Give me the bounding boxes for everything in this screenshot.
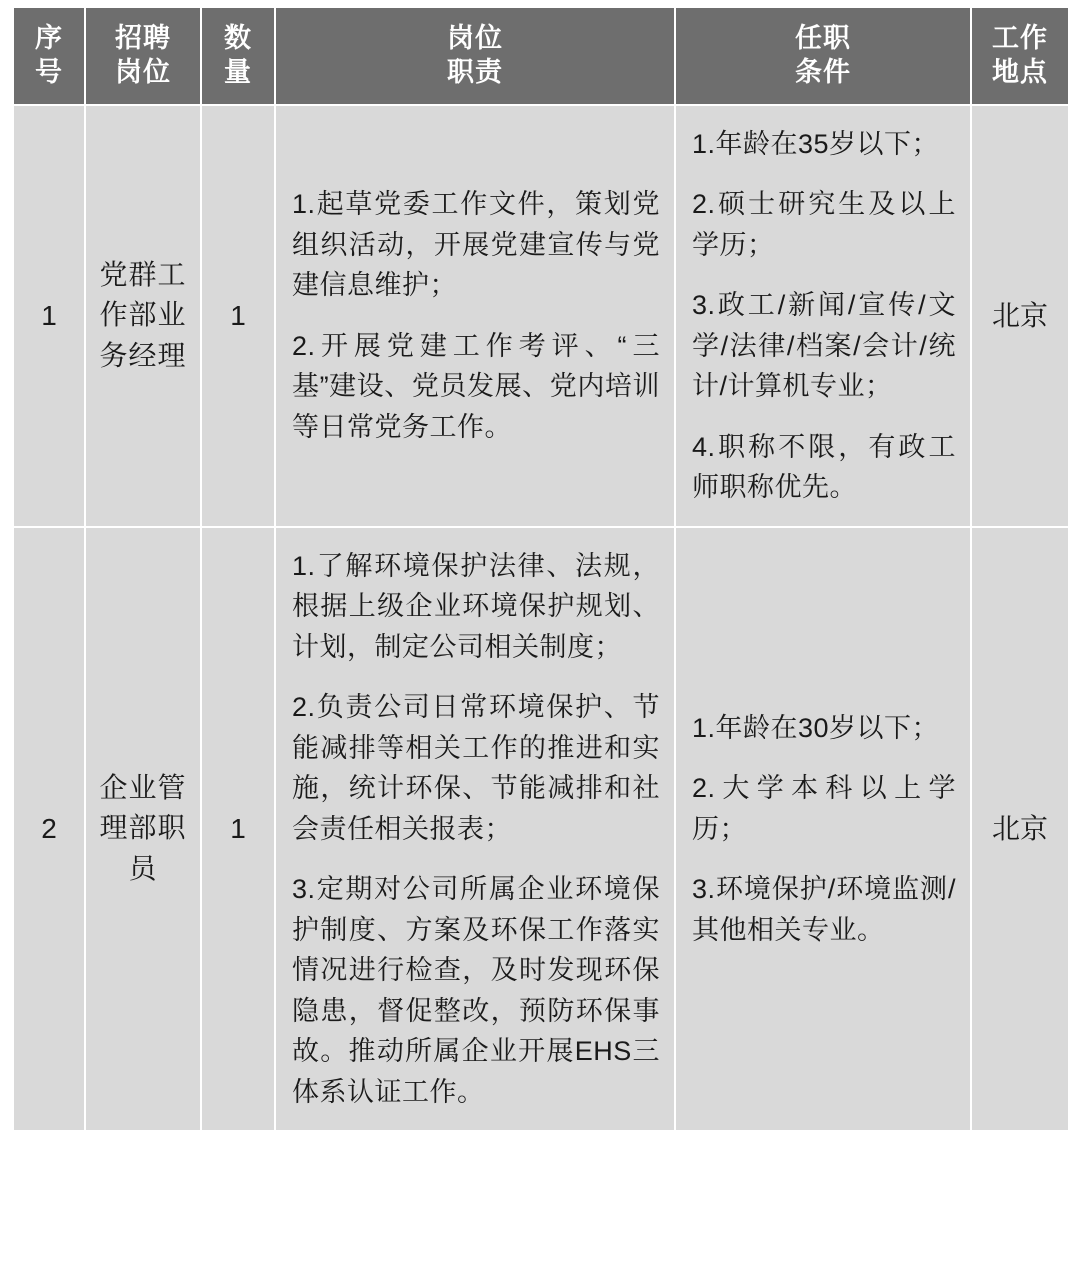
- cell-duties: [275, 527, 675, 1132]
- cell-location: 北京: [971, 527, 1069, 1132]
- header-requirements: [675, 7, 971, 105]
- cell-position: 党群工作部业务经理: [85, 105, 201, 527]
- requirement-paragraph: 3.环境保护/环境监测/其他相关专业。: [692, 874, 956, 945]
- header-position: [85, 7, 201, 105]
- cell-requirements: [675, 527, 971, 1132]
- table-body: [13, 105, 1069, 1132]
- requirement-paragraph: 3.政工/新闻/宣传/文学/法律/档案/会计/统计/计算机专业；: [692, 290, 956, 401]
- header-location-line-1: 工作: [992, 23, 1048, 53]
- header-seq-line-1: 序: [35, 23, 63, 53]
- cell-seq: 2: [13, 527, 85, 1132]
- requirement-paragraph: 4.职称不限，有政工师职称优先。: [692, 431, 956, 502]
- header-count: [201, 7, 275, 105]
- header-duties: [275, 7, 675, 105]
- table-row: [13, 105, 1069, 527]
- cell-position: 企业管理部职员: [85, 527, 201, 1132]
- header-requirements-line-1: 任职: [795, 23, 851, 53]
- cell-duties: [275, 105, 675, 527]
- requirement-paragraph: 2.硕士研究生及以上学历；: [692, 189, 956, 260]
- header-duties-line-2: 职责: [447, 56, 503, 87]
- cell-count: 1: [201, 527, 275, 1132]
- duty-paragraph: 1.了解环境保护法律、法规，根据上级企业环境保护规划、计划，制定公司相关制度；: [292, 550, 660, 662]
- requirement-paragraph: 1.年龄在35岁以下；: [692, 128, 940, 159]
- requirement-paragraph: 2.大学本科以上学历；: [692, 773, 956, 844]
- duty-paragraph: 3.定期对公司所属企业环境保护制度、方案及环保工作落实情况进行检查，及时发现环保隐患，督促整改，预防环保事故。推动所属企业开展EHS三体系认证工作。: [292, 874, 660, 1107]
- cell-count: 1: [201, 105, 275, 527]
- requirement-paragraph: 1.年龄在30岁以下；: [692, 712, 940, 743]
- header-count-line-2: 量: [224, 56, 252, 87]
- header-location: [971, 7, 1069, 105]
- duty-paragraph: 2.开展党建工作考评、“三基”建设、党员发展、党内培训等日常党务工作。: [292, 330, 660, 442]
- table-row: [13, 527, 1069, 1132]
- header-location-line-2: 地点: [992, 56, 1048, 87]
- duty-paragraph: 2.负责公司日常环境保护、节能减排等相关工作的推进和实施，统计环保、节能减排和社会责任相关报表；: [292, 692, 660, 844]
- cell-seq: 1: [13, 105, 85, 527]
- header-position-line-1: 招聘: [115, 23, 171, 53]
- recruitment-table: [12, 6, 1070, 1132]
- cell-location: 北京: [971, 105, 1069, 527]
- header-seq-line-2: 号: [35, 56, 63, 87]
- header-requirements-line-2: 条件: [795, 56, 851, 87]
- header-count-line-1: 数: [224, 23, 252, 53]
- table-header: [13, 7, 1069, 105]
- header-position-line-2: 岗位: [115, 56, 171, 87]
- header-duties-line-1: 岗位: [447, 23, 503, 53]
- table-header-row: [13, 7, 1069, 105]
- header-seq: [13, 7, 85, 105]
- duty-paragraph: 1.起草党委工作文件，策划党组织活动，开展党建宣传与党建信息维护；: [292, 189, 660, 300]
- cell-requirements: [675, 105, 971, 527]
